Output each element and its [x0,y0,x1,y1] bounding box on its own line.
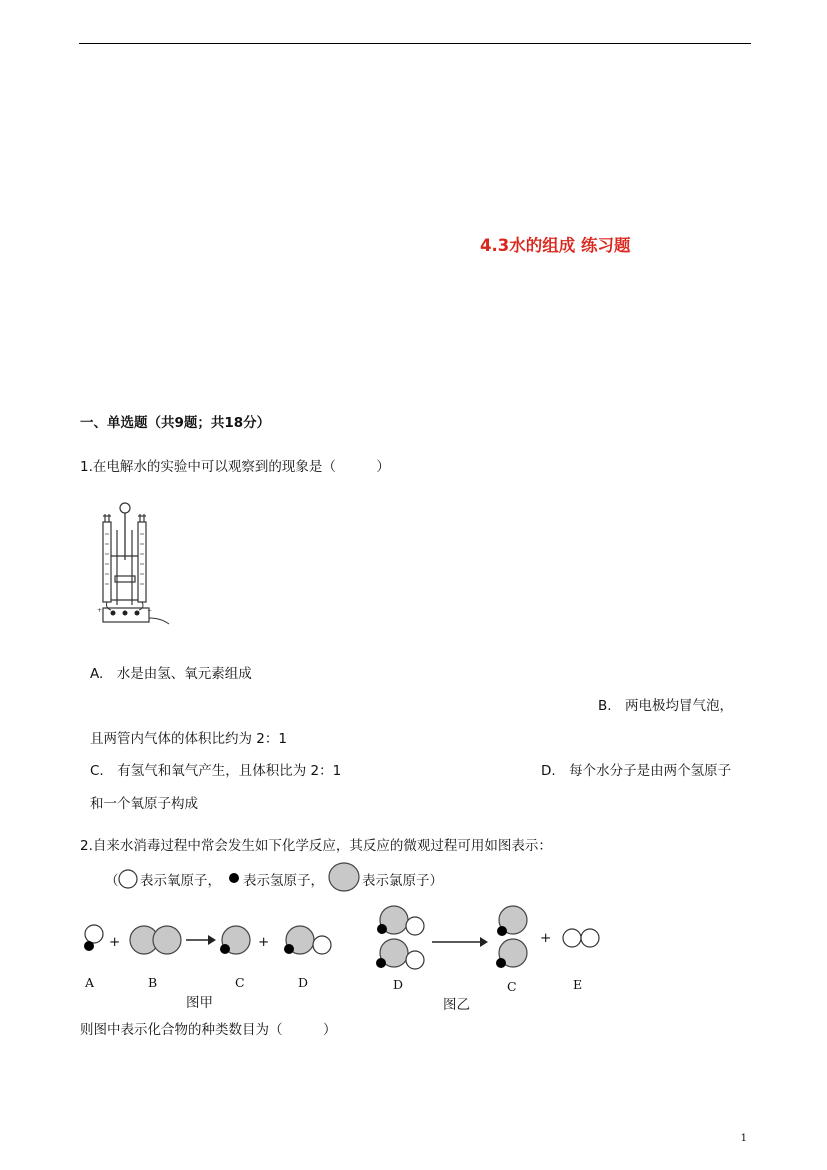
q2-stem: 2.自来水消毒过程中常会发生如下化学反应，其反应的微观过程可用如图表示： [80,838,552,854]
figure-jia-label-b: B [148,975,158,990]
chlorine-atom-icon [328,862,360,892]
q2-legend [105,869,119,889]
svg-text:+: + [97,607,103,614]
section-heading: 一、单选题（共9题；共18分） [80,415,271,431]
q1-option-b: B. 两电极均冒气泡， [598,698,734,714]
q2-question: 则图中表示化合物的种类数目为（ ） [80,1022,337,1038]
header-rule [79,43,751,44]
hydrogen-atom-icon [228,872,240,884]
figure-jia-plus-1: + [109,934,121,950]
q1-option-d: D. 每个水分子是由两个氢原子 [541,763,732,779]
figure-jia-label-a: A [85,975,95,990]
figure-yi-caption: 图乙 [443,997,470,1013]
legend-hydrogen-text: 表示氢原子， [243,873,324,889]
q1-option-d-continued: 和一个氧原子构成 [90,796,198,812]
figure-yi-plus: + [540,930,552,946]
q1-stem: 1.在电解水的实验中可以观察到的现象是（ ） [80,459,390,475]
q1-option-a: A. 水是由氢、氧元素组成 [90,666,252,682]
figure-yi-label-c: C [507,979,517,994]
figure-yi-label-d: D [393,977,404,992]
figure-jia-label-d: D [298,975,309,990]
electrolysis-apparatus-icon [97,500,172,632]
figure-jia-plus-2: + [258,934,270,950]
figure-yi-diagram [372,903,612,975]
q1-option-c: C. 有氢气和氧气产生，且体积比为 2：1 [90,763,342,779]
oxygen-atom-icon [118,869,138,889]
legend-chlorine-text: 表示氯原子） [362,873,443,889]
figure-jia-caption: 图甲 [186,995,213,1011]
legend-oxygen-text: 表示氧原子， [140,873,221,889]
document-title: 4.3水的组成 练习题 [480,236,631,255]
figure-jia-label-c: C [235,975,245,990]
page-number: 1 [740,1133,747,1144]
legend-open-paren: （ [105,873,119,889]
figure-yi-label-e: E [573,977,583,992]
q1-option-b-continued: 且两管内气体的体积比约为 2：1 [90,731,287,747]
svg-text:−: − [147,607,153,614]
